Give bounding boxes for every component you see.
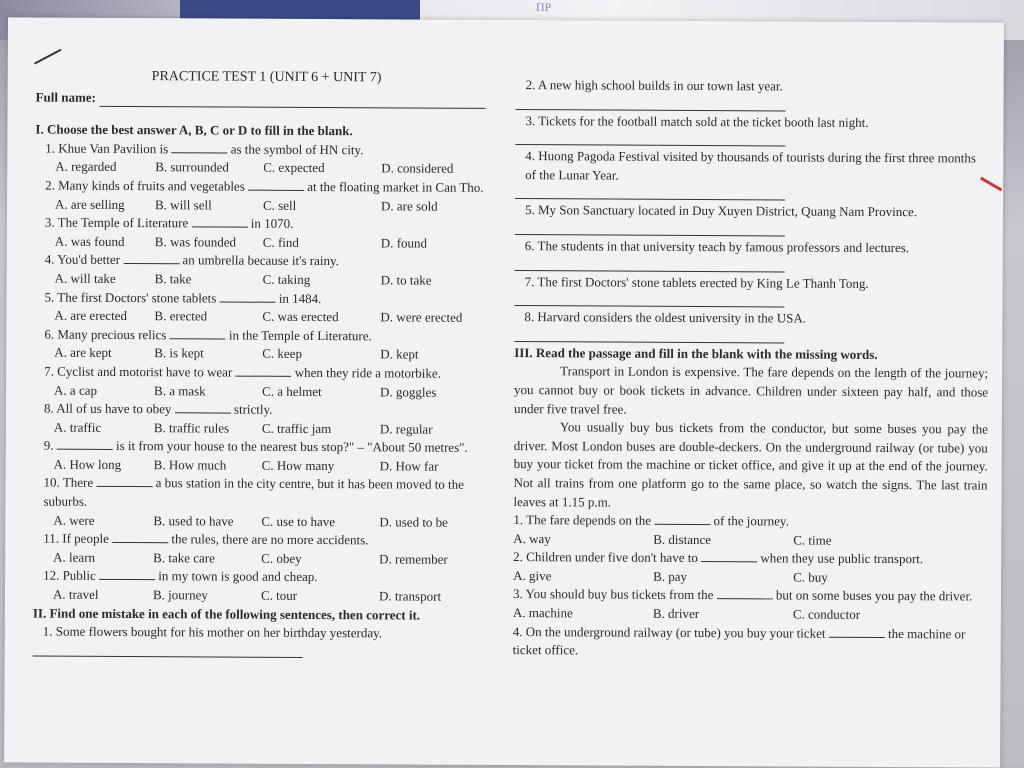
option: C. tour <box>260 587 298 603</box>
answer-blank <box>235 364 291 376</box>
options-row <box>54 456 494 477</box>
answer-blank <box>57 438 113 450</box>
answer-line <box>515 184 785 200</box>
option: B. driver <box>652 605 700 622</box>
section-2-item: 3. Tickets for the football match sold at the ticket booth last night. <box>525 112 869 130</box>
section-2-item: 6. The students in that university teach by famous professors and lectures. <box>524 238 910 256</box>
option: C. keep <box>262 346 303 362</box>
question-stem: 1. Khue Van Pavilion is <box>45 140 169 157</box>
passage-paragraph-1: Transport in London is expensive. The fare depends on the length of the journey; you cannot buy or book tickets in advance. Children under sixteen pay half, and those under five travel free. <box>513 363 989 417</box>
option: A. will take <box>54 270 116 286</box>
question-stem: 1. The fare depends on the <box>513 512 652 528</box>
option: D. were erected <box>380 309 463 325</box>
option: C. taking <box>262 271 311 287</box>
option: B. is kept <box>154 345 204 361</box>
option: D. regular <box>379 421 433 437</box>
question-stem: 3. You should buy bus tickets from the <box>512 586 714 603</box>
options-row <box>54 418 494 439</box>
option: C. How many <box>261 457 335 473</box>
answer-blank <box>112 531 168 543</box>
option: C. find <box>262 234 299 250</box>
answer-blank <box>175 401 231 413</box>
option: C. use to have <box>261 513 336 529</box>
question-stem: 9. <box>43 437 54 453</box>
option: A. are selling <box>54 196 125 212</box>
answer-blank <box>701 550 757 562</box>
options-row <box>53 586 493 607</box>
option: C. traffic jam <box>261 420 332 436</box>
question <box>45 139 495 160</box>
question <box>43 530 493 551</box>
question <box>44 437 494 458</box>
section-2-item: 2. A new high school builds in our town last year. <box>525 77 783 94</box>
question-stem: 12. Public <box>43 568 96 584</box>
answer-line <box>515 256 785 272</box>
question-stem: 2. Children under five don't have to <box>513 549 698 566</box>
section-3-questions <box>513 511 988 662</box>
question-stem: 7. Cyclist and motorist have to wear <box>44 363 233 380</box>
question <box>513 511 987 532</box>
option: B. How much <box>153 457 227 473</box>
question-rest: as the symbol of HN city. <box>230 141 364 158</box>
question-rest: the machine or ticket office. <box>512 625 966 658</box>
answer-blank <box>99 568 155 580</box>
options-row <box>55 270 495 291</box>
section-2-item: 7. The first Doctors' stone tablets erected by King Le Thanh Tong. <box>524 273 869 291</box>
answer-blank <box>192 216 248 228</box>
option: A. are kept <box>54 344 112 361</box>
answer-blank <box>171 141 227 153</box>
option: B. erected <box>154 308 208 324</box>
option: D. used to be <box>379 514 449 530</box>
question-stem: 8. All of us have to obey <box>43 400 172 417</box>
options-row <box>54 344 494 365</box>
question <box>45 214 495 235</box>
option: A. were <box>53 512 95 528</box>
option: C. conductor <box>792 606 861 622</box>
option: A. traffic <box>53 419 102 435</box>
question-stem: 4. You'd better <box>44 251 121 268</box>
question-stem: 10. There <box>43 475 94 491</box>
section-2-item: 4. Huong Pagoda Festival visited by thousands of tourists during the first three months of the Lunar Year. <box>525 148 976 183</box>
option: A. was found <box>54 233 125 249</box>
option: A. travel <box>52 586 99 602</box>
answer-line <box>515 130 785 146</box>
option: C. sell <box>262 197 297 213</box>
section-2-items <box>514 76 989 344</box>
options-row <box>513 530 987 551</box>
section-2-item: 5. My Son Sanctuary located in Duy Xuyen District, Quang Nam Province. <box>524 202 918 220</box>
question <box>513 623 987 663</box>
question <box>513 548 987 569</box>
option: D. considered <box>381 160 454 177</box>
question-rest: is it from your house to the nearest bus stop?" – "About 50 metres". <box>115 438 468 456</box>
option: D. found <box>380 235 428 251</box>
option: B. take <box>154 271 192 287</box>
options-row <box>513 567 987 588</box>
question <box>44 362 494 383</box>
option: A. learn <box>53 549 96 565</box>
option: B. take care <box>153 550 215 566</box>
left-column <box>33 68 496 661</box>
answer-blank <box>123 252 179 264</box>
question <box>44 400 494 421</box>
page-title: PRACTICE TEST 1 (UNIT 6 + UNIT 7) <box>151 69 382 86</box>
option: D. to take <box>380 272 432 288</box>
right-column <box>513 76 990 662</box>
answer-line <box>516 95 786 111</box>
options-row <box>53 548 493 569</box>
option: B. traffic rules <box>153 419 230 436</box>
answer-blank <box>170 327 226 339</box>
option: D. remember <box>379 551 448 567</box>
question-rest: in 1484. <box>278 290 322 306</box>
question-rest: an umbrella because it's rainy. <box>182 252 339 269</box>
option: C. a helmet <box>262 383 322 399</box>
options-row <box>55 195 495 216</box>
question-stem: 6. Many precious relics <box>44 326 167 342</box>
options-row <box>53 511 493 532</box>
question <box>43 567 493 588</box>
full-name-line <box>100 94 486 109</box>
option: B. a mask <box>154 382 206 398</box>
option: D. kept <box>380 346 419 362</box>
worksheet-page <box>4 17 1004 767</box>
option: C. was erected <box>262 308 339 325</box>
option: A. a cap <box>54 382 98 398</box>
option: C. expected <box>263 160 325 176</box>
answer-blank <box>654 513 710 525</box>
answer-line <box>515 220 785 236</box>
options-row <box>55 232 495 253</box>
question-rest: strictly. <box>233 401 273 417</box>
option: D. are sold <box>380 197 438 214</box>
option: C. buy <box>793 569 828 585</box>
question <box>513 586 987 607</box>
option: A. How long <box>53 456 122 472</box>
option: D. How far <box>379 458 439 474</box>
option: A. are erected <box>54 307 128 324</box>
options-row <box>54 381 494 402</box>
answer-blank <box>220 290 276 302</box>
question-rest: in 1070. <box>250 215 294 232</box>
question <box>45 251 495 272</box>
answer-blank <box>96 475 152 487</box>
option: B. used to have <box>153 512 234 529</box>
option: A. machine <box>512 605 573 621</box>
handwritten-mark: ΠP <box>536 0 552 14</box>
question <box>45 177 495 198</box>
option: B. distance <box>653 531 712 547</box>
option: A. regarded <box>55 159 117 175</box>
question-rest: when they ride a motorbike. <box>294 364 442 381</box>
options-row <box>54 307 494 328</box>
question-rest: a bus station in the city centre, but it has been moved to the suburbs. <box>43 475 464 509</box>
option: D. goggles <box>380 383 437 400</box>
answer-blank <box>829 625 885 637</box>
question <box>43 474 493 514</box>
option: B. will sell <box>154 196 212 213</box>
option: B. was founded <box>154 233 237 250</box>
question <box>44 288 494 309</box>
options-row <box>513 604 987 625</box>
question <box>44 325 494 346</box>
option: C. obey <box>261 550 302 566</box>
options-row <box>55 158 495 179</box>
option: B. surrounded <box>155 159 229 175</box>
section-3-heading: III. Read the passage and fill in the blank with the missing words. <box>514 344 878 362</box>
option: C. time <box>793 532 832 548</box>
question-stem: 3. The Temple of Literature <box>44 214 189 231</box>
answer-line <box>514 327 784 343</box>
full-name-row <box>36 88 496 109</box>
question-stem: 11. If people <box>43 530 109 547</box>
option: B. journey <box>152 587 208 603</box>
question-rest: the rules, there are no more accidents. <box>171 531 369 548</box>
question-rest: at the floating market in Can Tho. <box>307 178 484 195</box>
answer-blank <box>717 588 773 600</box>
answer-line <box>515 291 785 307</box>
section-2-item: 1. Some flowers bought for his mother on her birthday yesterday. <box>42 623 383 641</box>
question-rest: of the journey. <box>713 513 789 529</box>
question-stem: 5. The first Doctors' stone tablets <box>44 289 217 306</box>
option: A. way <box>513 530 551 546</box>
answer-line <box>33 641 303 657</box>
passage-paragraph-2: You usually buy bus tickets from the conductor, but some buses you pay the driver. Most London buses are double-deckers. On the underground railway (or tube) you buy your ticket from the machine or ticket office, and give it up at the end of the journey. Not all trains from one platform go to the same place, so watch the signs. The last train leaves at 1.15 p.m. <box>513 419 988 510</box>
question-stem: 2. Many kinds of fruits and vegetables <box>45 177 245 194</box>
question-stem: 4. On the underground railway (or tube) you buy your ticket <box>512 623 826 641</box>
question-rest: in the Temple of Literature. <box>228 327 372 344</box>
pencil-mark <box>34 49 61 65</box>
section-1-questions <box>33 139 495 606</box>
section-2-heading: II. Find one mistake in each of the following sentences, then correct it. <box>32 605 421 623</box>
question-rest: when they use public transport. <box>760 550 924 567</box>
section-2-item: 8. Harvard considers the oldest university in the USA. <box>524 309 807 326</box>
question-rest: but on some buses you pay the driver. <box>775 587 973 604</box>
option: A. give <box>513 567 552 584</box>
section-1-heading: I. Choose the best answer A, B, C or D to fill in the blank. <box>35 121 353 139</box>
option: B. pay <box>653 568 688 584</box>
option: D. transport <box>378 588 442 604</box>
question-rest: in my town is good and cheap. <box>158 568 318 585</box>
answer-blank <box>248 179 304 191</box>
full-name-label: Full name: <box>35 89 96 105</box>
